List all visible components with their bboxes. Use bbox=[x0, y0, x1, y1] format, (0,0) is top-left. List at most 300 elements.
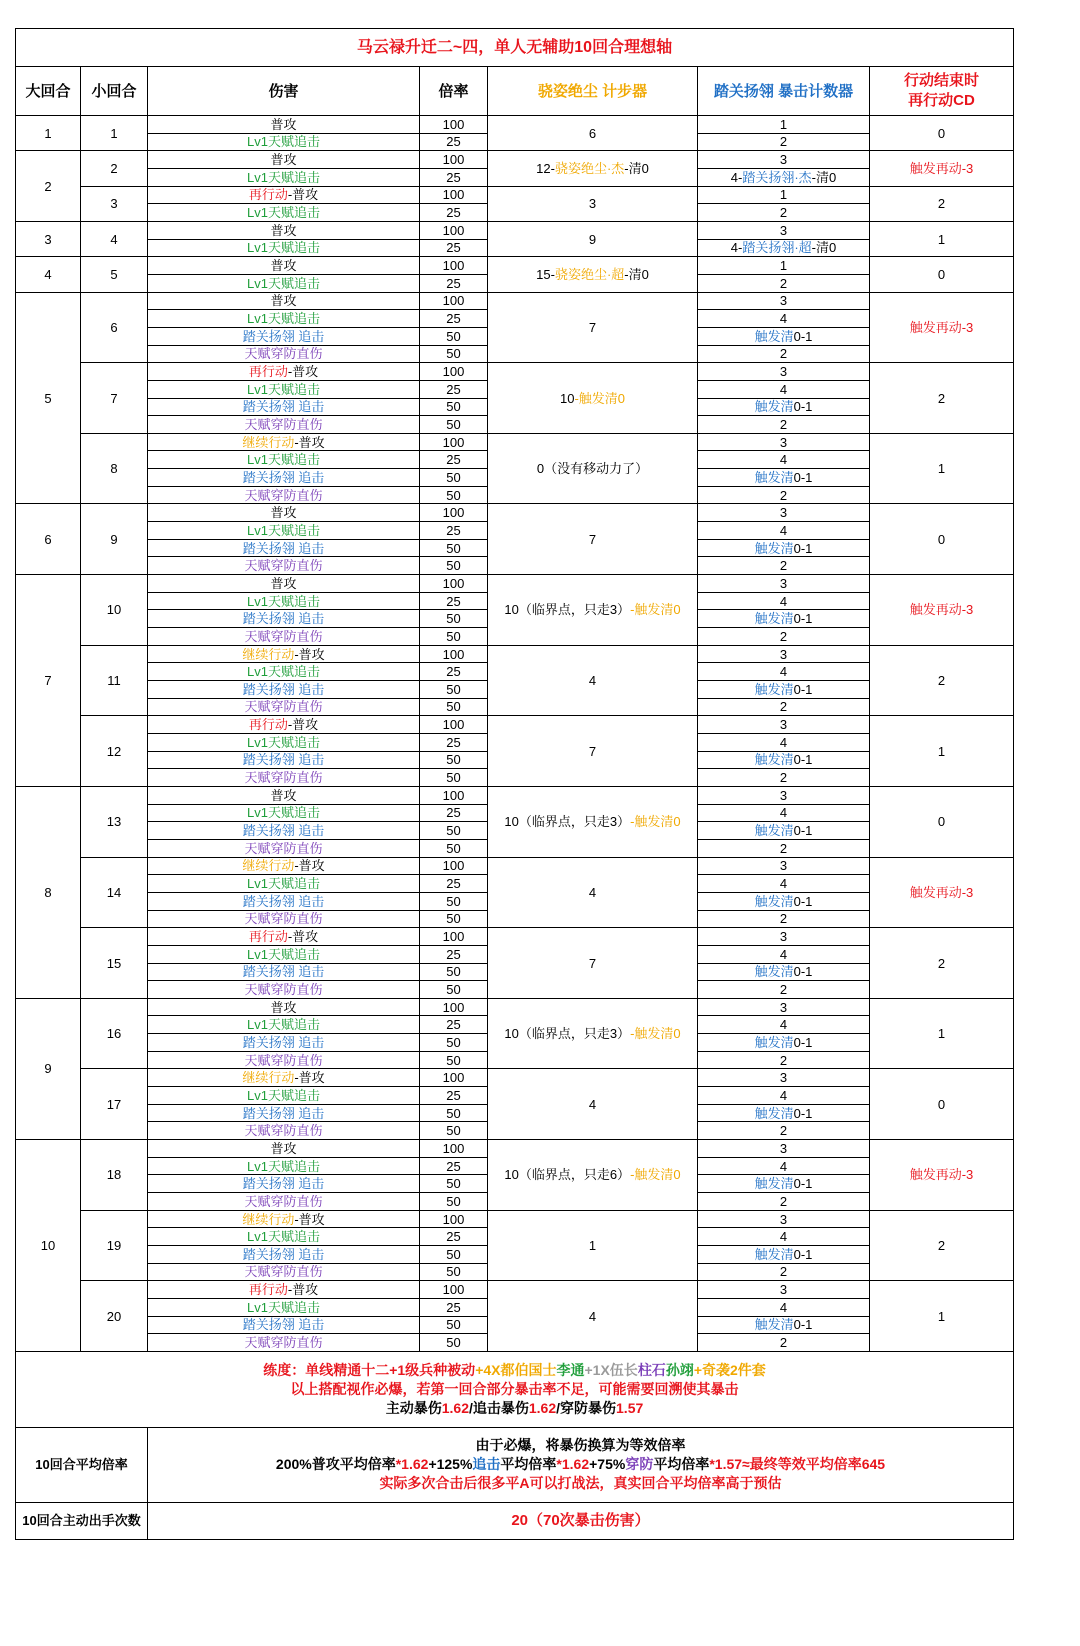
crit-counter-text: 触发清 bbox=[754, 1246, 794, 1262]
big-round-number: 4 bbox=[44, 266, 52, 282]
damage-text: 继续行动 bbox=[242, 858, 295, 874]
step-counter-cell bbox=[488, 293, 698, 364]
step-counter-cell bbox=[488, 1069, 698, 1140]
damage-text: Lv1天赋追击 bbox=[247, 275, 320, 291]
crit-counter-text: 触发清 bbox=[754, 399, 794, 415]
small-round-cell bbox=[81, 1069, 148, 1140]
crit-counter-cell bbox=[698, 593, 870, 611]
damage-cell bbox=[148, 628, 420, 646]
damage-cell bbox=[148, 381, 420, 399]
damage-text: 普攻 bbox=[270, 293, 297, 309]
multiplier-value: 50 bbox=[446, 1317, 461, 1333]
damage-cell bbox=[148, 1264, 420, 1282]
big-round-cell bbox=[16, 257, 81, 292]
step-counter-text: 骁姿绝尘·超 bbox=[554, 266, 625, 282]
step-counter-text: -触发清0 bbox=[630, 814, 681, 830]
multiplier-cell bbox=[420, 328, 488, 346]
damage-text: Lv1天赋追击 bbox=[247, 240, 320, 256]
crit-counter-text: 1 bbox=[779, 116, 788, 132]
big-round-cell bbox=[16, 116, 81, 151]
damage-text: 天赋穿防直伤 bbox=[244, 981, 323, 997]
loadout-text: /穿防暴伤 bbox=[556, 1399, 617, 1416]
damage-text: -普攻 bbox=[287, 187, 319, 203]
damage-text: Lv1天赋追击 bbox=[247, 1017, 320, 1033]
small-round-cell bbox=[81, 787, 148, 858]
damage-text: -普攻 bbox=[294, 1211, 325, 1227]
header-small-round: 小回合 bbox=[81, 67, 148, 116]
damage-text: 天赋穿防直伤 bbox=[244, 346, 323, 362]
multiplier-cell bbox=[420, 787, 488, 805]
multiplier-cell bbox=[420, 964, 488, 982]
loadout-text: 以上搭配视作必爆，若第一回合部分暴击率不足，可能需要回溯使其暴击 bbox=[290, 1380, 739, 1397]
crit-counter-text: 2 bbox=[779, 1052, 788, 1068]
action-cd-text: 0 bbox=[937, 531, 946, 547]
damage-text: Lv1天赋追击 bbox=[247, 452, 320, 468]
multiplier-value: 25 bbox=[446, 169, 461, 185]
crit-counter-text: 触发清 bbox=[754, 1034, 794, 1050]
multiplier-value: 25 bbox=[446, 311, 461, 327]
damage-cell bbox=[148, 1281, 420, 1299]
step-counter-text: 4 bbox=[588, 1096, 597, 1112]
damage-cell bbox=[148, 1016, 420, 1034]
action-cd-cell bbox=[870, 928, 1014, 999]
damage-text: 踏关扬翎 追击 bbox=[242, 893, 325, 909]
multiplier-cell bbox=[420, 1334, 488, 1352]
damage-cell bbox=[148, 363, 420, 381]
crit-counter-text: 4 bbox=[779, 311, 788, 327]
damage-text: Lv1天赋追击 bbox=[247, 169, 320, 185]
avg-multiplier-label: 10回合平均倍率 bbox=[16, 1428, 148, 1503]
damage-cell bbox=[148, 734, 420, 752]
damage-text: 天赋穿防直伤 bbox=[244, 416, 323, 432]
action-cd-cell bbox=[870, 434, 1014, 505]
action-count-label: 10回合主动出手次数 bbox=[16, 1503, 148, 1540]
crit-counter-cell bbox=[698, 1034, 870, 1052]
multiplier-value: 50 bbox=[446, 1335, 461, 1351]
multiplier-value: 100 bbox=[442, 505, 465, 521]
crit-counter-text: 1 bbox=[779, 187, 788, 203]
multiplier-value: 25 bbox=[446, 946, 461, 962]
multiplier-cell bbox=[420, 469, 488, 487]
action-cd-text: 1 bbox=[937, 743, 946, 759]
multiplier-value: 25 bbox=[446, 664, 461, 680]
step-counter-text: -触发清0 bbox=[630, 602, 681, 618]
crit-counter-text: 4 bbox=[779, 1158, 788, 1174]
crit-counter-text: 4 bbox=[779, 805, 788, 821]
action-cd-cell bbox=[870, 787, 1014, 858]
small-round-number: 7 bbox=[110, 390, 118, 406]
damage-text: Lv1天赋追击 bbox=[247, 134, 320, 150]
multiplier-value: 100 bbox=[442, 364, 465, 380]
step-counter-cell bbox=[488, 787, 698, 858]
damage-text: -普攻 bbox=[294, 1070, 325, 1086]
small-round-number: 12 bbox=[106, 743, 122, 759]
avg-multiplier-line bbox=[379, 1474, 781, 1493]
avg-multiplier-text: 平均倍率 bbox=[653, 1456, 710, 1473]
crit-counter-text: 0-1 bbox=[793, 1317, 813, 1333]
header-action-cd bbox=[870, 67, 1014, 116]
crit-counter-cell bbox=[698, 257, 870, 275]
crit-counter-text: 4 bbox=[779, 1229, 788, 1245]
big-round-number: 3 bbox=[44, 231, 52, 247]
crit-counter-text: 0-1 bbox=[793, 823, 813, 839]
damage-cell bbox=[148, 769, 420, 787]
loadout-notes bbox=[16, 1352, 1014, 1428]
damage-cell bbox=[148, 999, 420, 1017]
multiplier-value: 100 bbox=[442, 717, 465, 733]
multiplier-cell bbox=[420, 134, 488, 152]
multiplier-cell bbox=[420, 487, 488, 505]
crit-counter-text: 3 bbox=[779, 434, 788, 450]
multiplier-value: 25 bbox=[446, 734, 461, 750]
multiplier-value: 100 bbox=[442, 787, 465, 803]
damage-text: 踏关扬翎 追击 bbox=[242, 611, 325, 627]
multiplier-cell bbox=[420, 1069, 488, 1087]
damage-cell bbox=[148, 1158, 420, 1176]
header-multiplier: 倍率 bbox=[420, 67, 488, 116]
crit-counter-text: 2 bbox=[779, 1264, 788, 1280]
avg-multiplier-text: 平均倍率 bbox=[500, 1456, 557, 1473]
multiplier-value: 25 bbox=[446, 134, 461, 150]
damage-cell bbox=[148, 1052, 420, 1070]
damage-cell bbox=[148, 1105, 420, 1123]
multiplier-value: 100 bbox=[442, 293, 465, 309]
big-round-number: 9 bbox=[44, 1061, 52, 1077]
crit-counter-cell bbox=[698, 469, 870, 487]
damage-cell bbox=[148, 504, 420, 522]
multiplier-cell bbox=[420, 610, 488, 628]
crit-counter-cell bbox=[698, 557, 870, 575]
multiplier-cell bbox=[420, 1246, 488, 1264]
damage-text: Lv1天赋追击 bbox=[247, 805, 320, 821]
crit-counter-text: 触发清 bbox=[754, 540, 794, 556]
crit-counter-cell bbox=[698, 1193, 870, 1211]
damage-cell bbox=[148, 469, 420, 487]
damage-cell bbox=[148, 1034, 420, 1052]
damage-text: 再行动 bbox=[248, 929, 288, 945]
crit-counter-cell bbox=[698, 204, 870, 222]
multiplier-cell bbox=[420, 858, 488, 876]
crit-counter-cell bbox=[698, 1246, 870, 1264]
big-round-number: 2 bbox=[44, 178, 52, 194]
multiplier-cell bbox=[420, 204, 488, 222]
multiplier-cell bbox=[420, 1211, 488, 1229]
crit-counter-text: 4 bbox=[779, 1087, 788, 1103]
crit-counter-text: 2 bbox=[779, 416, 788, 432]
action-cd-cell bbox=[870, 222, 1014, 257]
crit-counter-cell bbox=[698, 1087, 870, 1105]
crit-counter-cell bbox=[698, 628, 870, 646]
avg-multiplier-text: 200%普攻平均倍率 bbox=[275, 1456, 396, 1473]
damage-cell bbox=[148, 1193, 420, 1211]
multiplier-cell bbox=[420, 522, 488, 540]
crit-counter-text: 0-1 bbox=[793, 893, 813, 909]
multiplier-cell bbox=[420, 381, 488, 399]
multiplier-value: 50 bbox=[446, 699, 461, 715]
crit-counter-cell bbox=[698, 805, 870, 823]
crit-counter-text: 3 bbox=[779, 717, 788, 733]
crit-counter-cell bbox=[698, 1016, 870, 1034]
action-cd-text: 0 bbox=[937, 125, 946, 141]
crit-counter-text: 3 bbox=[779, 787, 788, 803]
multiplier-value: 50 bbox=[446, 911, 461, 927]
crit-counter-cell bbox=[698, 1140, 870, 1158]
small-round-number: 3 bbox=[110, 196, 118, 212]
crit-counter-cell bbox=[698, 504, 870, 522]
damage-cell bbox=[148, 1228, 420, 1246]
damage-text: 再行动 bbox=[248, 187, 288, 203]
damage-cell bbox=[148, 293, 420, 311]
step-counter-cell bbox=[488, 434, 698, 505]
action-cd-cell bbox=[870, 504, 1014, 575]
damage-text: 天赋穿防直伤 bbox=[244, 1264, 323, 1280]
crit-counter-text: 0-1 bbox=[793, 469, 813, 485]
crit-counter-cell bbox=[698, 434, 870, 452]
crit-counter-text: 触发清 bbox=[754, 964, 794, 980]
avg-multiplier-notes bbox=[148, 1428, 1014, 1503]
small-round-cell bbox=[81, 222, 148, 257]
small-round-number: 13 bbox=[106, 814, 122, 830]
damage-text: 天赋穿防直伤 bbox=[244, 487, 323, 503]
crit-counter-text: 2 bbox=[779, 911, 788, 927]
crit-counter-text: 2 bbox=[779, 1335, 788, 1351]
damage-text: 普攻 bbox=[270, 575, 297, 591]
avg-multiplier-text: *1.57≈最终等效平均倍率645 bbox=[709, 1456, 886, 1473]
damage-text: 继续行动 bbox=[242, 646, 295, 662]
multiplier-cell bbox=[420, 1264, 488, 1282]
damage-text: 天赋穿防直伤 bbox=[244, 1335, 323, 1351]
step-counter-text: 4 bbox=[588, 1308, 597, 1324]
damage-cell bbox=[148, 840, 420, 858]
multiplier-value: 50 bbox=[446, 752, 461, 768]
crit-counter-text: 4- bbox=[730, 169, 743, 185]
multiplier-value: 100 bbox=[442, 1211, 465, 1227]
damage-text: -普攻 bbox=[294, 646, 325, 662]
damage-cell bbox=[148, 557, 420, 575]
crit-counter-cell bbox=[698, 1228, 870, 1246]
big-round-cell bbox=[16, 1140, 81, 1352]
crit-counter-text: 0-1 bbox=[793, 1105, 813, 1121]
multiplier-value: 100 bbox=[442, 152, 465, 168]
multiplier-value: 100 bbox=[442, 187, 465, 203]
crit-counter-cell bbox=[698, 1281, 870, 1299]
damage-text: 普攻 bbox=[270, 999, 297, 1015]
multiplier-cell bbox=[420, 363, 488, 381]
crit-counter-text: 触发清 bbox=[754, 752, 794, 768]
action-cd-text: 0 bbox=[937, 814, 946, 830]
damage-cell bbox=[148, 451, 420, 469]
crit-counter-text: 踏关扬翎·杰 bbox=[742, 169, 812, 185]
crit-counter-text: 3 bbox=[779, 858, 788, 874]
crit-counter-cell bbox=[698, 787, 870, 805]
crit-counter-text: 4 bbox=[779, 876, 788, 892]
loadout-text: 练度：单线精通十二+1级兵种被动 bbox=[263, 1361, 476, 1378]
avg-multiplier-text: +125% bbox=[428, 1456, 473, 1473]
damage-text: 踏关扬翎 追击 bbox=[242, 1034, 325, 1050]
step-counter-cell bbox=[488, 575, 698, 646]
step-counter-text: 10（临界点，只走6） bbox=[504, 1167, 631, 1183]
multiplier-value: 100 bbox=[442, 116, 465, 132]
big-round-cell bbox=[16, 575, 81, 787]
crit-counter-text: 0-1 bbox=[793, 681, 813, 697]
damage-cell bbox=[148, 946, 420, 964]
small-round-cell bbox=[81, 257, 148, 292]
crit-counter-cell bbox=[698, 328, 870, 346]
loadout-text: 柱石 bbox=[637, 1361, 666, 1378]
step-counter-text: -触发清0 bbox=[630, 1026, 681, 1042]
multiplier-cell bbox=[420, 451, 488, 469]
damage-cell bbox=[148, 1175, 420, 1193]
step-counter-cell bbox=[488, 1281, 698, 1352]
damage-cell bbox=[148, 822, 420, 840]
multiplier-value: 25 bbox=[446, 593, 461, 609]
step-counter-text: 9 bbox=[588, 231, 597, 247]
crit-counter-cell bbox=[698, 1317, 870, 1335]
damage-text: 天赋穿防直伤 bbox=[244, 770, 323, 786]
multiplier-value: 50 bbox=[446, 1052, 461, 1068]
small-round-cell bbox=[81, 999, 148, 1070]
damage-cell bbox=[148, 1069, 420, 1087]
damage-cell bbox=[148, 522, 420, 540]
multiplier-value: 25 bbox=[446, 1017, 461, 1033]
multiplier-cell bbox=[420, 399, 488, 417]
crit-counter-text: 2 bbox=[779, 134, 788, 150]
multiplier-value: 100 bbox=[442, 258, 465, 274]
action-cd-cell bbox=[870, 575, 1014, 646]
damage-text: 天赋穿防直伤 bbox=[244, 840, 323, 856]
multiplier-cell bbox=[420, 734, 488, 752]
loadout-text: +奇袭2件套 bbox=[693, 1361, 766, 1378]
multiplier-cell bbox=[420, 981, 488, 999]
multiplier-value: 25 bbox=[446, 205, 461, 221]
damage-text: 再行动 bbox=[248, 717, 288, 733]
crit-counter-text: 触发清 bbox=[754, 328, 794, 344]
multiplier-value: 100 bbox=[442, 999, 465, 1015]
action-cd-cell bbox=[870, 999, 1014, 1070]
multiplier-value: 50 bbox=[446, 1123, 461, 1139]
damage-cell bbox=[148, 399, 420, 417]
damage-text: 踏关扬翎 追击 bbox=[242, 540, 325, 556]
damage-text: 再行动 bbox=[248, 1282, 288, 1298]
damage-text: -普攻 bbox=[287, 717, 319, 733]
crit-counter-cell bbox=[698, 222, 870, 240]
multiplier-cell bbox=[420, 1034, 488, 1052]
multiplier-cell bbox=[420, 1158, 488, 1176]
small-round-number: 2 bbox=[110, 160, 118, 176]
multiplier-cell bbox=[420, 504, 488, 522]
multiplier-value: 50 bbox=[446, 840, 461, 856]
big-round-number: 5 bbox=[44, 390, 52, 406]
multiplier-cell bbox=[420, 1228, 488, 1246]
crit-counter-cell bbox=[698, 1105, 870, 1123]
multiplier-value: 25 bbox=[446, 1087, 461, 1103]
damage-text: 踏关扬翎 追击 bbox=[242, 469, 325, 485]
damage-text: 普攻 bbox=[270, 222, 297, 238]
multiplier-cell bbox=[420, 805, 488, 823]
multiplier-value: 25 bbox=[446, 805, 461, 821]
crit-counter-cell bbox=[698, 716, 870, 734]
crit-counter-text: 触发清 bbox=[754, 469, 794, 485]
damage-cell bbox=[148, 1317, 420, 1335]
multiplier-value: 50 bbox=[446, 487, 461, 503]
crit-counter-cell bbox=[698, 699, 870, 717]
multiplier-value: 50 bbox=[446, 1105, 461, 1121]
step-counter-text: 10 bbox=[559, 390, 575, 406]
small-round-cell bbox=[81, 116, 148, 151]
step-counter-cell bbox=[488, 222, 698, 257]
crit-counter-cell bbox=[698, 293, 870, 311]
crit-counter-cell bbox=[698, 840, 870, 858]
action-cd-cell bbox=[870, 646, 1014, 717]
damage-text: Lv1天赋追击 bbox=[247, 1299, 320, 1315]
crit-counter-cell bbox=[698, 187, 870, 205]
multiplier-value: 50 bbox=[446, 681, 461, 697]
crit-counter-cell bbox=[698, 381, 870, 399]
action-cd-cell bbox=[870, 1281, 1014, 1352]
crit-counter-text: 3 bbox=[779, 646, 788, 662]
step-counter-text: 7 bbox=[588, 743, 597, 759]
step-counter-text: -触发清0 bbox=[574, 390, 626, 406]
loadout-text: 孙翊 bbox=[665, 1361, 694, 1378]
multiplier-cell bbox=[420, 893, 488, 911]
damage-text: 普攻 bbox=[270, 116, 297, 132]
action-cd-text: 1 bbox=[937, 1026, 946, 1042]
crit-counter-text: 触发清 bbox=[754, 681, 794, 697]
action-cd-text: 1 bbox=[937, 461, 946, 477]
crit-counter-cell bbox=[698, 151, 870, 169]
damage-cell bbox=[148, 134, 420, 152]
avg-multiplier-text: 由于必爆，将暴伤换算为等效倍率 bbox=[475, 1437, 686, 1454]
multiplier-cell bbox=[420, 575, 488, 593]
damage-cell bbox=[148, 204, 420, 222]
multiplier-value: 100 bbox=[442, 575, 465, 591]
multiplier-cell bbox=[420, 1317, 488, 1335]
crit-counter-text: 2 bbox=[779, 699, 788, 715]
step-counter-cell bbox=[488, 151, 698, 186]
step-counter-text: 3 bbox=[588, 196, 597, 212]
multiplier-cell bbox=[420, 822, 488, 840]
damage-text: Lv1天赋追击 bbox=[247, 1158, 320, 1174]
action-cd-text: 触发再动-3 bbox=[909, 602, 974, 618]
crit-counter-text: 3 bbox=[779, 505, 788, 521]
avg-multiplier-text: 穿防 bbox=[625, 1456, 654, 1473]
multiplier-cell bbox=[420, 646, 488, 664]
crit-counter-text: 4 bbox=[779, 381, 788, 397]
crit-counter-cell bbox=[698, 346, 870, 364]
loadout-text: 李通 bbox=[556, 1361, 585, 1378]
small-round-number: 18 bbox=[106, 1167, 122, 1183]
multiplier-value: 50 bbox=[446, 893, 461, 909]
header-damage: 伤害 bbox=[148, 67, 420, 116]
action-count-value: 20（70次暴击伤害） bbox=[148, 1503, 1014, 1540]
crit-counter-cell bbox=[698, 822, 870, 840]
damage-text: Lv1天赋追击 bbox=[247, 1229, 320, 1245]
damage-cell bbox=[148, 911, 420, 929]
small-round-cell bbox=[81, 151, 148, 186]
multiplier-value: 100 bbox=[442, 434, 465, 450]
step-counter-cell bbox=[488, 999, 698, 1070]
action-cd-text: 2 bbox=[937, 390, 946, 406]
crit-counter-text: 3 bbox=[779, 999, 788, 1015]
damage-cell bbox=[148, 222, 420, 240]
damage-text: -普攻 bbox=[287, 364, 319, 380]
damage-text: 踏关扬翎 追击 bbox=[242, 1317, 325, 1333]
action-cd-text: 2 bbox=[937, 196, 946, 212]
damage-text: 继续行动 bbox=[242, 1211, 295, 1227]
damage-cell bbox=[148, 787, 420, 805]
damage-cell bbox=[148, 1211, 420, 1229]
small-round-number: 8 bbox=[110, 461, 118, 477]
